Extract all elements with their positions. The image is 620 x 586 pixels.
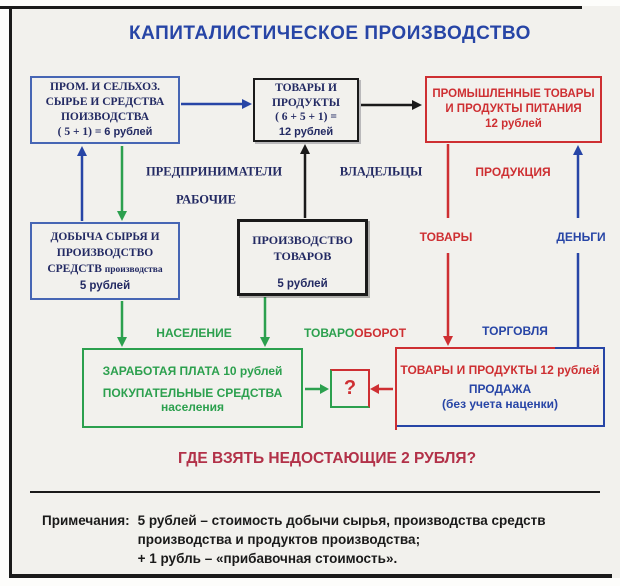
scan-margin-bottom: [0, 578, 620, 586]
box-line: ТОВАРОВ: [273, 249, 332, 263]
label-goods: ТОВАРЫ: [419, 230, 473, 244]
box-wages-purchasing-power: [82, 348, 303, 428]
box-question-mark: [330, 369, 370, 408]
label-production-output: ПРОДУКЦИЯ: [475, 165, 551, 179]
arrowhead-extraction-to-raw: [77, 146, 87, 156]
question-headline: ГДЕ ВЗЯТЬ НЕДОСТАЮЩИЕ 2 РУБЛЯ?: [177, 450, 477, 467]
label-population: НАСЕЛЕНИЕ: [156, 326, 232, 340]
arrowhead-production-to-goods: [300, 144, 310, 154]
box-line: ПОКУПАТЕЛЬНЫЕ СРЕДСТВА: [102, 385, 283, 400]
arrowhead-production-to-wages: [260, 337, 270, 347]
page-title: КАПИТАЛИСТИЧЕСКОЕ ПРОИЗВОДСТВО: [129, 23, 531, 44]
label-trade: ТОРГОВЛЯ: [482, 324, 548, 338]
box-line: ПРОИЗВОДСТВО: [56, 246, 154, 259]
notes-prefix: Примечания:: [42, 513, 130, 528]
box-line: ТОВАРЫ И: [275, 82, 337, 94]
box-industrial-goods-food-products: [425, 76, 602, 143]
box-goods-products-sale: [395, 347, 605, 427]
box-line: И ПРОДУКТЫ ПИТАНИЯ: [445, 103, 582, 115]
rubles-text: 12 рублей: [485, 118, 542, 130]
notes-lines: [138, 511, 546, 568]
arrowhead-raw-to-extraction: [117, 211, 127, 221]
box-line: ПРОДУКТЫ: [271, 96, 341, 109]
box-industrial-agricultural-raw-materials: [30, 76, 180, 144]
notes-line: производства и продуктов производства;: [137, 532, 421, 547]
box-line: ПРОДАЖА: [468, 381, 532, 396]
arrowhead-sales-to-question: [370, 384, 379, 394]
notes-block: [42, 511, 602, 568]
box-line: ДОБЫЧА СЫРЬЯ И: [50, 230, 160, 243]
arrowhead-sales-to-industrial: [573, 145, 583, 155]
arrowhead-industrial-to-sales: [443, 336, 453, 346]
box-line: ПОИЗВОДСТВА: [60, 111, 150, 123]
label-money: ДЕНЬГИ: [556, 230, 606, 244]
box-line: населения: [160, 399, 225, 414]
label-turnover-red-part: ОБОРОТ: [354, 326, 407, 340]
means-text: СРЕДСТВ: [47, 262, 105, 275]
label-workers: РАБОЧИЕ: [176, 192, 236, 207]
box-line: [32, 125, 178, 140]
box-raw-extraction-means-production: [30, 222, 180, 300]
notes-line: 5 рублей – стоимость добычи сырья, производства средств: [137, 513, 546, 528]
box-line: ТОВАРЫ И ПРОДУКТЫ 12 рублей: [400, 362, 600, 377]
box-line: (без учета наценки): [441, 396, 559, 411]
rubles-text: 5 рублей: [79, 279, 131, 292]
arrowhead-raw-to-goods: [242, 99, 252, 109]
scan-margin-left: [0, 0, 9, 586]
formula-text: ( 5 + 1) =: [57, 126, 105, 138]
box-line: ПРОМЫШЛЕННЫЕ ТОВАРЫ: [432, 88, 595, 100]
notes-line: + 1 рубль – «прибавочная стоимость».: [137, 551, 398, 566]
divider-line: [30, 491, 600, 493]
frame-line-bottom: [9, 574, 612, 578]
frame-line-top: [0, 6, 582, 9]
arrowhead-extraction-to-wages: [117, 337, 127, 347]
means-small-text: производства: [104, 264, 163, 275]
box-line: ( 6 + 5 + 1) =: [275, 111, 337, 123]
box-line: ПРОМ. И СЕЛЬХОЗ.: [49, 81, 161, 93]
rubles-text: 5 рублей: [277, 278, 328, 290]
label-turnover-green-part: ТОВАРО: [303, 326, 355, 340]
box-line: СЫРЬЕ И СРЕДСТВА: [45, 96, 165, 108]
rubles-text: 12 рублей: [278, 125, 334, 138]
frame-line-left: [9, 6, 12, 578]
label-commodity-turnover: [304, 326, 406, 340]
arrowhead-goods-to-industrial: [412, 100, 422, 110]
question-mark: ?: [343, 377, 357, 399]
box-line: ПРОИЗВОДСТВО: [252, 233, 353, 247]
label-owners: ВЛАДЕЛЬЦЫ: [339, 164, 423, 179]
sales-box-red-border-left: [395, 347, 398, 430]
box-line: ЗАРАБОТАЯ ПЛАТА 10 рублей: [102, 363, 283, 378]
label-entrepreneurs: ПРЕДПРИНИМАТЕЛИ: [145, 164, 283, 179]
box-goods-and-products: [253, 78, 359, 142]
rubles-text: 6 рублей: [104, 126, 153, 138]
sales-box-red-border-top: [395, 347, 555, 350]
arrowhead-wages-to-question: [320, 384, 329, 394]
box-goods-production: [237, 219, 368, 296]
box-line: [32, 261, 178, 278]
